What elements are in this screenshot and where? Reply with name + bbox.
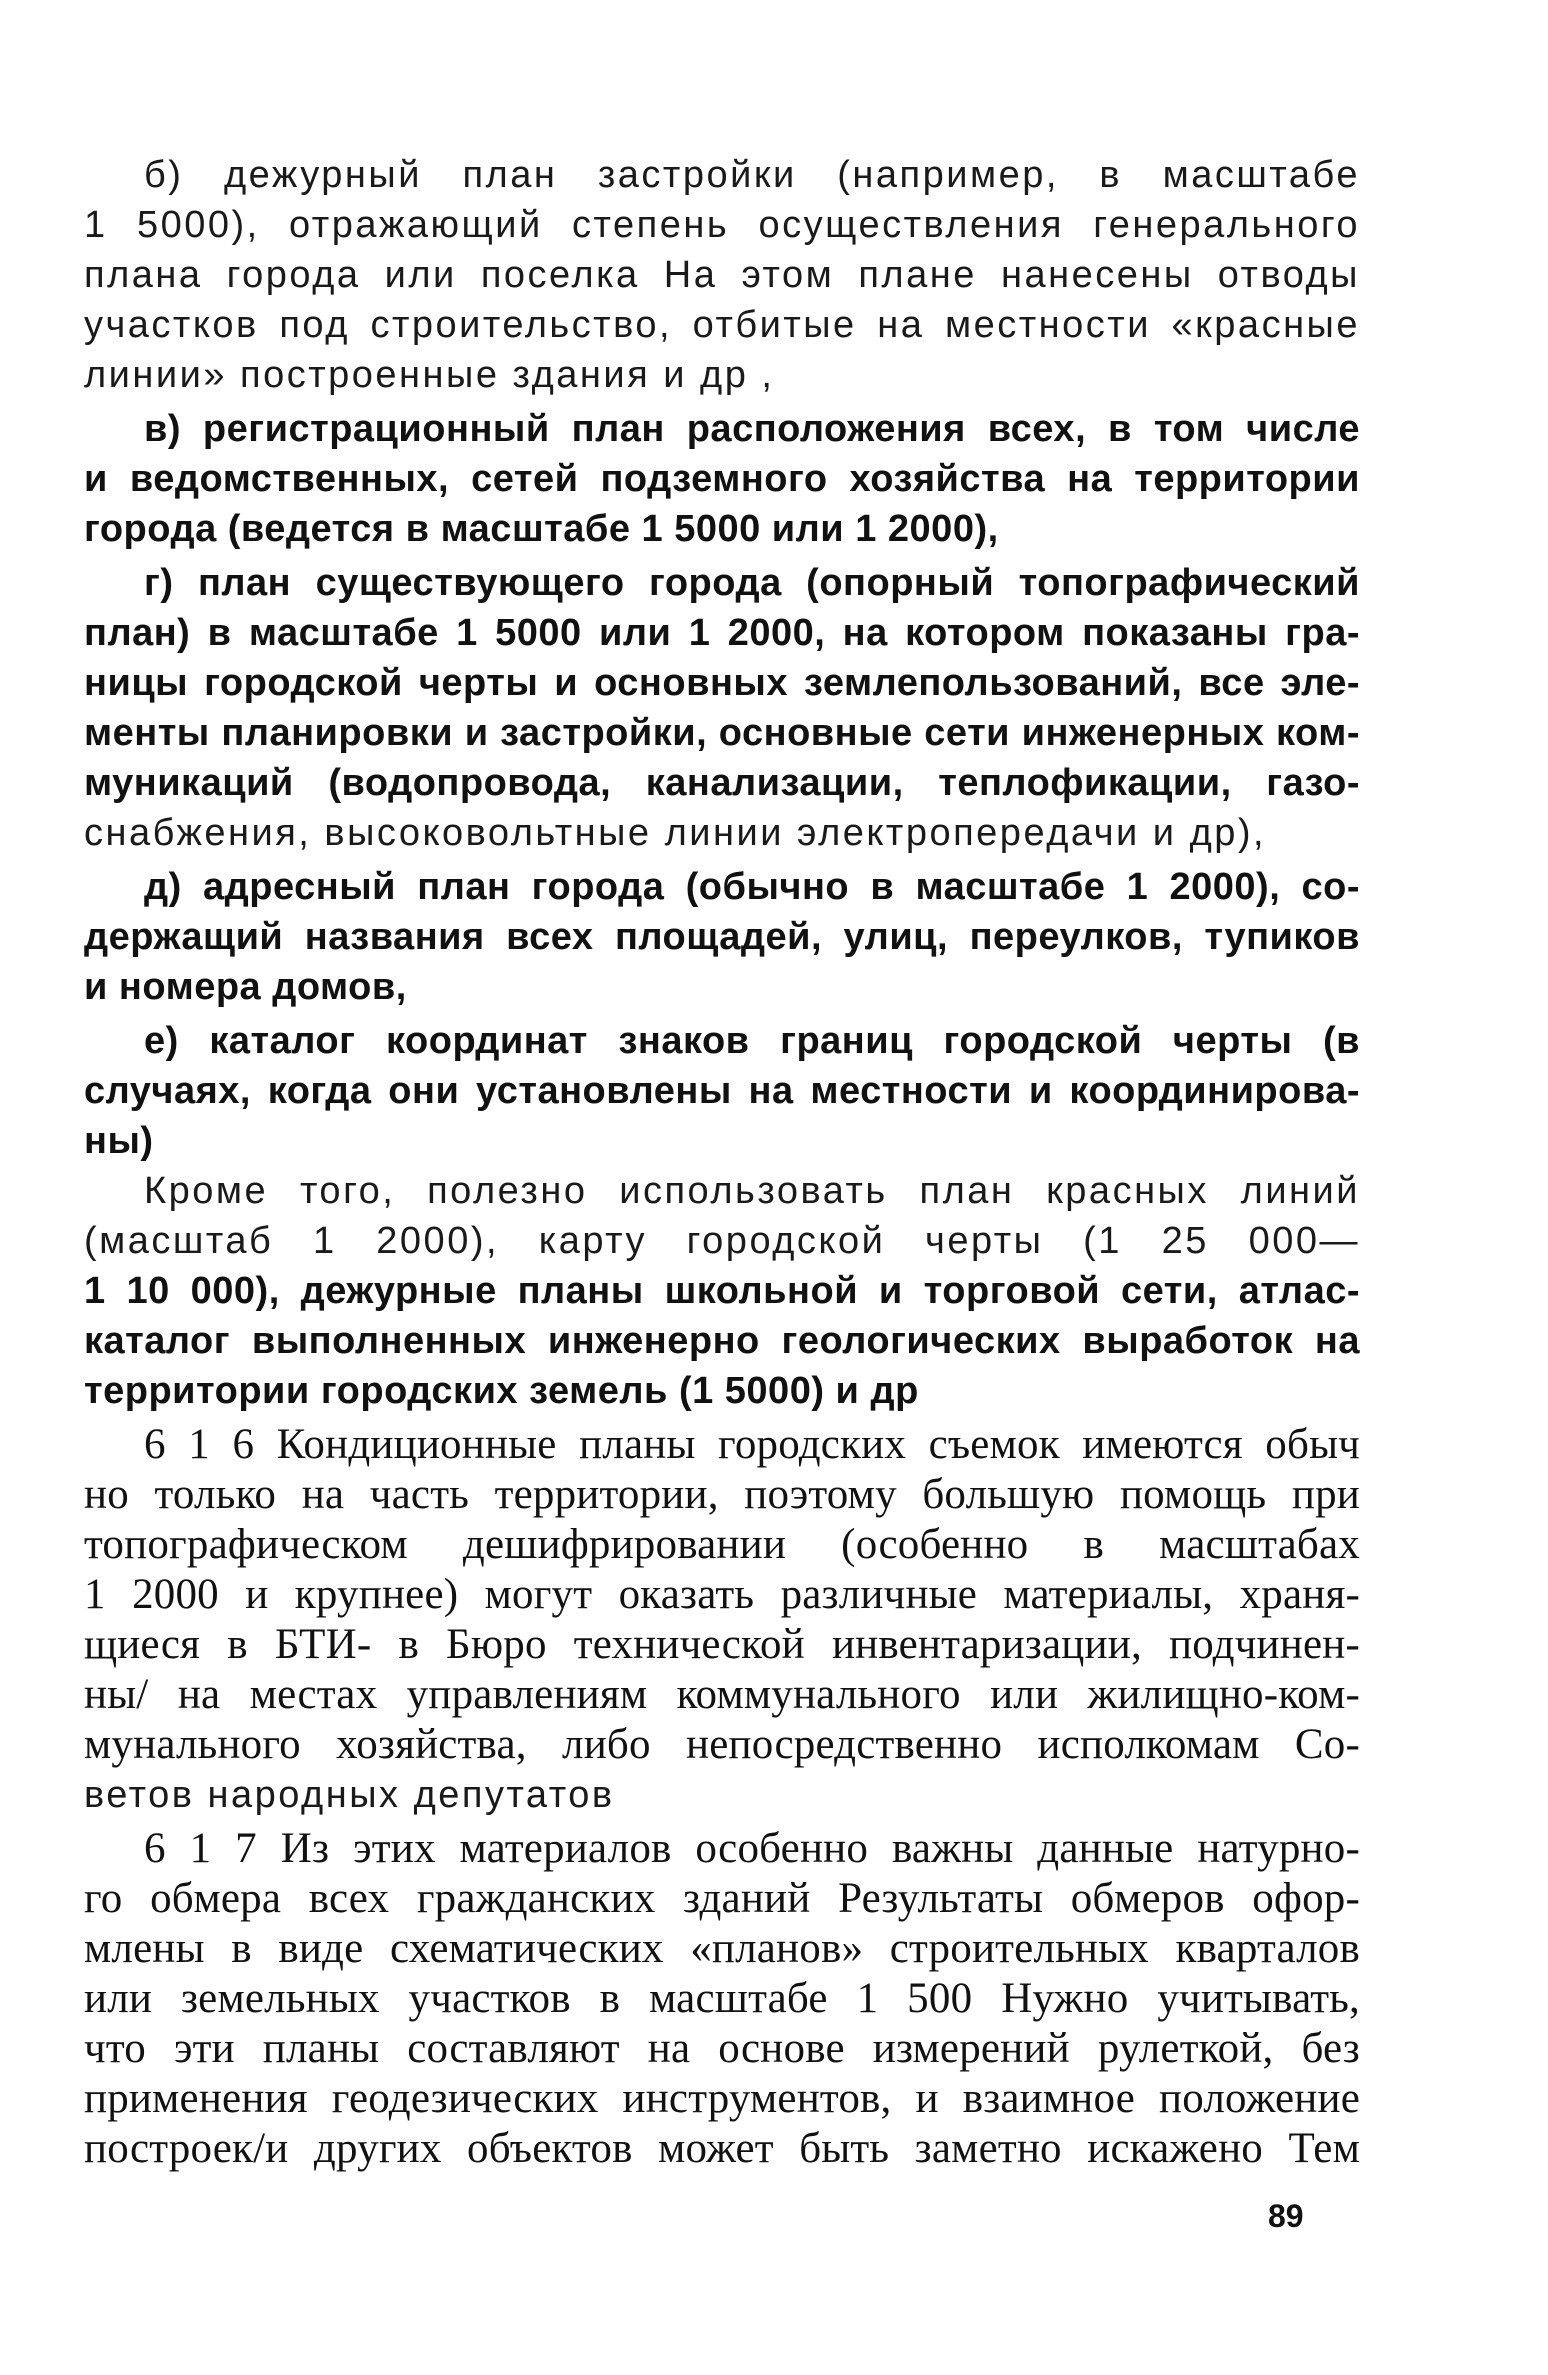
text-line: млены в виде схематических «планов» строительных кварталов — [84, 1925, 1360, 1972]
paragraph-item-g — [84, 558, 1360, 858]
text-line: (масштаб 1 2000), карту городской черты (1 25 000— — [84, 1220, 1360, 1262]
text-line: менты планировки и застройки, основные сети инженерных ком- — [84, 712, 1360, 754]
paragraph-item-b — [84, 150, 1360, 400]
text-line: муникаций (водопровода, канализации, теплофикации, газо- — [84, 762, 1360, 804]
paragraph-section-616 — [84, 1420, 1360, 1820]
text-line: ницы городской черты и основных землепользований, все эле- — [84, 662, 1360, 704]
paragraph-section-617 — [84, 1824, 1360, 2174]
text-line: плана города или поселка На этом плане нанесены отводы — [84, 254, 1360, 296]
text-line: и ведомственных, сетей подземного хозяйства на территории — [84, 458, 1360, 500]
text-line: территории городских земель (1 5000) и др — [84, 1370, 919, 1412]
text-line: или земельных участков в масштабе 1 500 Нужно учитывать, — [84, 1975, 1360, 2022]
text-line: б) дежурный план застройки (например, в масштабе — [144, 154, 1360, 196]
text-line: линии» построенные здания и др , — [84, 354, 775, 396]
text-line: в) регистрационный план расположения всех, в том числе — [144, 408, 1360, 450]
text-line: ны/ на местах управлениям коммунального или жилищно-ком- — [84, 1671, 1360, 1718]
text-line: случаях, когда они установлены на местности и координирова- — [84, 1070, 1360, 1112]
text-line: но только на часть территории, поэтому большую помощь при — [84, 1471, 1360, 1518]
text-line: 1 10 000), дежурные планы школьной и торговой сети, атлас- — [84, 1270, 1360, 1312]
text-line: мунального хозяйства, либо непосредственно исполкомам Со- — [84, 1721, 1360, 1768]
text-line: го обмера всех гражданских зданий Результаты обмеров офор- — [84, 1875, 1360, 1922]
paragraph-addition — [84, 1166, 1360, 1416]
page-body — [84, 150, 1360, 2174]
text-line: г) план существующего города (опорный топографический — [144, 562, 1360, 604]
page-number: 89 — [1268, 2198, 1304, 2234]
text-line: е) каталог координат знаков границ городской черты (в — [144, 1020, 1360, 1062]
text-line: снабжения, высоковольтные линии электропередачи и др), — [84, 812, 1267, 854]
text-line: топографическом дешифрировании (особенно в масштабах — [84, 1521, 1360, 1568]
text-line: и номера домов, — [84, 966, 407, 1008]
text-line: держащий названия всех площадей, улиц, переулков, тупиков — [84, 916, 1360, 958]
paragraph-item-d — [84, 862, 1360, 1012]
text-line: Кроме того, полезно использовать план красных линий — [144, 1170, 1360, 1212]
text-line: участков под строительство, отбитые на местности «красные — [84, 304, 1360, 346]
text-line: д) адресный план города (обычно в масштабе 1 2000), со- — [144, 866, 1360, 908]
text-line: щиеся в БТИ- в Бюро технической инвентаризации, подчинен- — [84, 1621, 1360, 1668]
text-line: 1 5000), отражающий степень осуществления генерального — [84, 204, 1360, 246]
text-line: 1 2000 и крупнее) могут оказать различные материалы, храня- — [84, 1571, 1360, 1618]
paragraph-item-e — [84, 1016, 1360, 1166]
paragraph-item-v — [84, 404, 1360, 554]
text-line: 6 1 7 Из этих материалов особенно важны данные натурно- — [144, 1825, 1360, 1872]
text-line: применения геодезических инструментов, и взаимное положение — [84, 2075, 1360, 2122]
text-line: ны) — [84, 1120, 154, 1162]
text-line: построек/и других объектов может быть заметно искажено Тем — [84, 2125, 1360, 2172]
text-line: что эти планы составляют на основе измерений рулеткой, без — [84, 2025, 1360, 2072]
text-line: план) в масштабе 1 5000 или 1 2000, на котором показаны гра- — [84, 612, 1360, 654]
text-line: ветов народных депутатов — [84, 1774, 615, 1816]
text-line: 6 1 6 Кондиционные планы городских съемок имеются обыч — [144, 1421, 1360, 1468]
text-line: каталог выполненных инженерно геологических выработок на — [84, 1320, 1360, 1362]
text-line: города (ведется в масштабе 1 5000 или 1 2000), — [84, 508, 999, 550]
